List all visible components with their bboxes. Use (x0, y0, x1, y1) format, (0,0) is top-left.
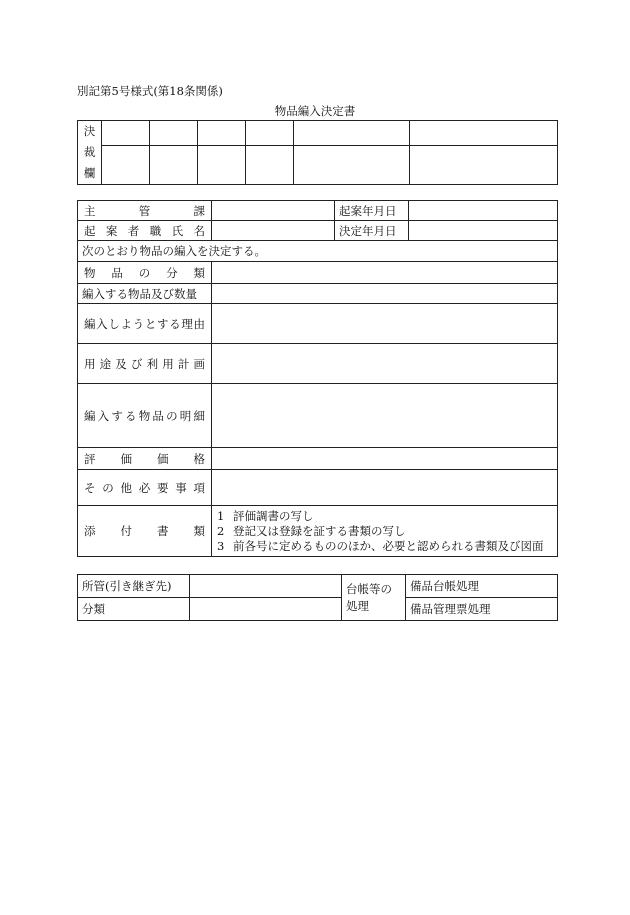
items-field[interactable] (212, 284, 558, 304)
attachment-item: 2 登記又は登録を証する書類の写し (217, 523, 406, 538)
jurisdiction-field[interactable] (190, 575, 342, 598)
reason-field[interactable] (212, 304, 558, 344)
attachments-list (212, 506, 558, 557)
drafter-label: 起 案 者 職 氏 名 (78, 221, 212, 241)
processing-table (77, 574, 558, 621)
main-section-field[interactable] (212, 201, 335, 221)
approval-seal-cell[interactable] (410, 121, 558, 146)
usage-label: 用途及び利用計画 (78, 344, 212, 384)
attachment-item: 3 前各号に定めるもののほか、必要と認められる書類及び図面 (217, 538, 544, 553)
approval-seal-cell[interactable] (246, 121, 294, 146)
valuation-label: 評 価 価 格 (78, 448, 212, 470)
approval-seal-cell[interactable] (246, 145, 294, 184)
decision-date-label: 決定年月日 (335, 221, 409, 241)
approval-label-char: 欄 (83, 166, 96, 180)
approval-table (77, 120, 558, 185)
approval-seal-cell[interactable] (150, 121, 198, 146)
approval-seal-cell[interactable] (198, 145, 246, 184)
approval-label-char: 裁 (83, 145, 96, 159)
approval-seal-cell[interactable] (198, 121, 246, 146)
category-field[interactable] (212, 262, 558, 284)
ledger-processing-label: 台帳等の 処理 (342, 575, 406, 621)
details-field[interactable] (212, 384, 558, 448)
decision-date-field[interactable] (409, 221, 558, 241)
main-section-label: 主 管 課 (78, 201, 212, 221)
reason-label: 編入しようとする理由 (78, 304, 212, 344)
decision-statement: 次のとおり物品の編入を決定する。 (78, 241, 558, 262)
drafted-date-field[interactable] (409, 201, 558, 221)
usage-field[interactable] (212, 344, 558, 384)
drafter-field[interactable] (212, 221, 335, 241)
approval-label-char: 決 (83, 124, 96, 138)
approval-seal-cell[interactable] (294, 121, 410, 146)
document-title: 物品編入決定書 (274, 104, 356, 118)
valuation-field[interactable] (212, 448, 558, 470)
details-label: 編入する物品の明細 (78, 384, 212, 448)
approval-seal-cell[interactable] (150, 145, 198, 184)
approval-seal-cell[interactable] (102, 145, 150, 184)
category-label: 物 品 の 分 類 (78, 262, 212, 284)
items-label: 編入する物品及び数量 (78, 284, 212, 304)
other-matters-label: その他必要事項 (78, 470, 212, 506)
approval-seal-cell[interactable] (102, 121, 150, 146)
form-number: 別記第5号様式(第18条関係) (77, 84, 223, 98)
approval-seal-cell[interactable] (294, 145, 410, 184)
classification-field[interactable] (190, 598, 342, 621)
approval-seal-cell[interactable] (410, 145, 558, 184)
decision-form-table (77, 200, 558, 557)
jurisdiction-label: 所管(引き継ぎ先) (78, 575, 190, 598)
classification-label: 分類 (78, 598, 190, 621)
attachments-label: 添 付 書 類 (78, 506, 212, 557)
equipment-ledger-processing[interactable]: 備品台帳処理 (406, 575, 558, 598)
equipment-card-processing[interactable]: 備品管理票処理 (406, 598, 558, 621)
attachment-item: 1 評価調書の写し (217, 508, 314, 523)
drafted-date-label: 起案年月日 (335, 201, 409, 221)
other-matters-field[interactable] (212, 470, 558, 506)
approval-label (78, 121, 102, 185)
